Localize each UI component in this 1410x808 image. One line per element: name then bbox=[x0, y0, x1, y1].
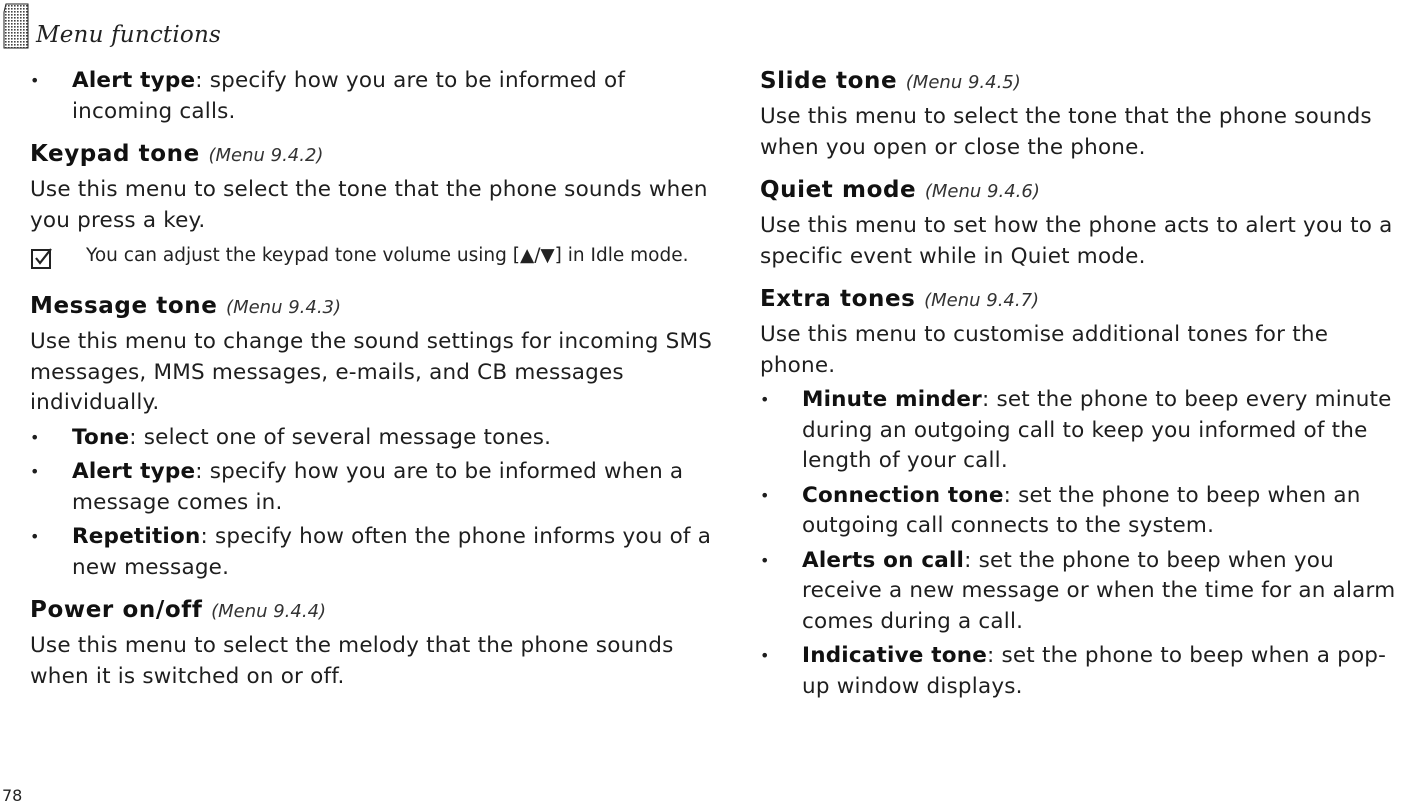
bullet-dot: • bbox=[760, 390, 770, 409]
bullet-term: Indicative tone bbox=[802, 643, 987, 668]
menu-ref: (Menu 9.4.5) bbox=[905, 72, 1021, 93]
section-title-message-tone bbox=[30, 291, 720, 323]
section-body-slide-tone: Use this menu to select the tone that the phone sounds when you open or close the phone. bbox=[760, 104, 1372, 160]
section-title-text: Slide tone bbox=[760, 68, 898, 94]
bullet-text: : specify how you are to be informed of incoming calls. bbox=[72, 68, 626, 124]
section-body-keypad-tone: Use this menu to select the tone that the phone sounds when you press a key. bbox=[30, 177, 708, 233]
section-title-power-onoff bbox=[30, 595, 720, 627]
note-check-icon bbox=[30, 246, 54, 270]
bullet-text: : set the phone to beep every minute during an outgoing call to keep you informed of the length of your call. bbox=[802, 387, 1392, 473]
bullet-term: Connection tone bbox=[802, 482, 1004, 508]
list-item-tone bbox=[30, 423, 720, 454]
menu-ref: (Menu 9.4.3) bbox=[226, 297, 342, 318]
bullet-dot: • bbox=[760, 485, 770, 505]
page-header-title: Menu functions bbox=[36, 22, 221, 48]
page-header bbox=[2, 2, 262, 54]
bullet-dot: • bbox=[30, 427, 40, 447]
bullet-dot: • bbox=[30, 71, 40, 90]
list-item-indicative-tone bbox=[760, 641, 1410, 702]
list-item-alert-type-message bbox=[30, 457, 720, 518]
menu-ref: (Menu 9.4.2) bbox=[208, 145, 324, 166]
bullet-term: Alerts on call bbox=[802, 547, 965, 573]
bullet-text: : set the phone to beep when an outgoing call connects to the system. bbox=[802, 482, 1361, 538]
bullet-text: : specify how you are to be informed when a message comes in. bbox=[72, 459, 684, 515]
section-body-quiet-mode: Use this menu to set how the phone acts to alert you to a specific event while in Quiet mode. bbox=[760, 213, 1393, 269]
bullet-dot: • bbox=[30, 462, 40, 481]
list-item-minute-minder bbox=[760, 385, 1410, 477]
section-title-text: Power on/off bbox=[30, 597, 203, 623]
bullet-text: : set the phone to beep when a pop-up window displays. bbox=[802, 643, 1387, 699]
section-title-extra-tones bbox=[760, 284, 1410, 316]
section-title-quiet-mode bbox=[760, 175, 1410, 207]
page-corner-mark-icon bbox=[2, 2, 30, 50]
section-title-text: Message tone bbox=[30, 293, 218, 319]
bullet-dot: • bbox=[30, 527, 40, 546]
list-item-connection-tone bbox=[760, 481, 1410, 542]
section-title-text: Extra tones bbox=[760, 286, 916, 312]
left-column bbox=[30, 66, 720, 692]
bullet-term: Tone bbox=[72, 424, 130, 450]
bullet-text: : set the phone to beep when you receive a new message or when the time for an alarm comes during a call. bbox=[802, 547, 1396, 634]
menu-ref: (Menu 9.4.6) bbox=[924, 181, 1040, 202]
bullet-dot: • bbox=[760, 646, 770, 665]
section-title-keypad-tone bbox=[30, 139, 720, 171]
section-body-extra-tones: Use this menu to customise additional tones for the phone. bbox=[760, 322, 1329, 378]
list-item-repetition bbox=[30, 522, 720, 583]
section-title-slide-tone bbox=[760, 66, 1410, 98]
bullet-dot: • bbox=[760, 550, 770, 570]
list-item-alert-type-calls bbox=[30, 66, 720, 127]
page-number: 78 bbox=[2, 786, 23, 805]
bullet-term: Minute minder bbox=[802, 387, 982, 412]
bullet-text: : select one of several message tones. bbox=[129, 424, 552, 450]
right-column bbox=[760, 66, 1410, 702]
note-text: You can adjust the keypad tone volume using [▲/▼] in Idle mode. bbox=[86, 245, 689, 266]
section-title-text: Keypad tone bbox=[30, 141, 200, 167]
section-body-power-onoff: Use this menu to select the melody that the phone sounds when it is switched on or off. bbox=[30, 633, 674, 689]
section-body-message-tone: Use this menu to change the sound settings for incoming SMS messages, MMS messages, e-mails, and CB messages individually. bbox=[30, 329, 713, 415]
bullet-term: Repetition bbox=[72, 524, 201, 549]
menu-ref: (Menu 9.4.7) bbox=[924, 290, 1040, 311]
bullet-text: : specify how often the phone informs you of a new message. bbox=[72, 524, 712, 580]
list-item-alerts-on-call bbox=[760, 546, 1410, 638]
note-keypad-volume bbox=[30, 242, 720, 269]
menu-ref: (Menu 9.4.4) bbox=[211, 601, 327, 622]
bullet-term: Alert type bbox=[72, 68, 196, 93]
section-title-text: Quiet mode bbox=[760, 177, 917, 203]
bullet-term: Alert type bbox=[72, 459, 196, 484]
